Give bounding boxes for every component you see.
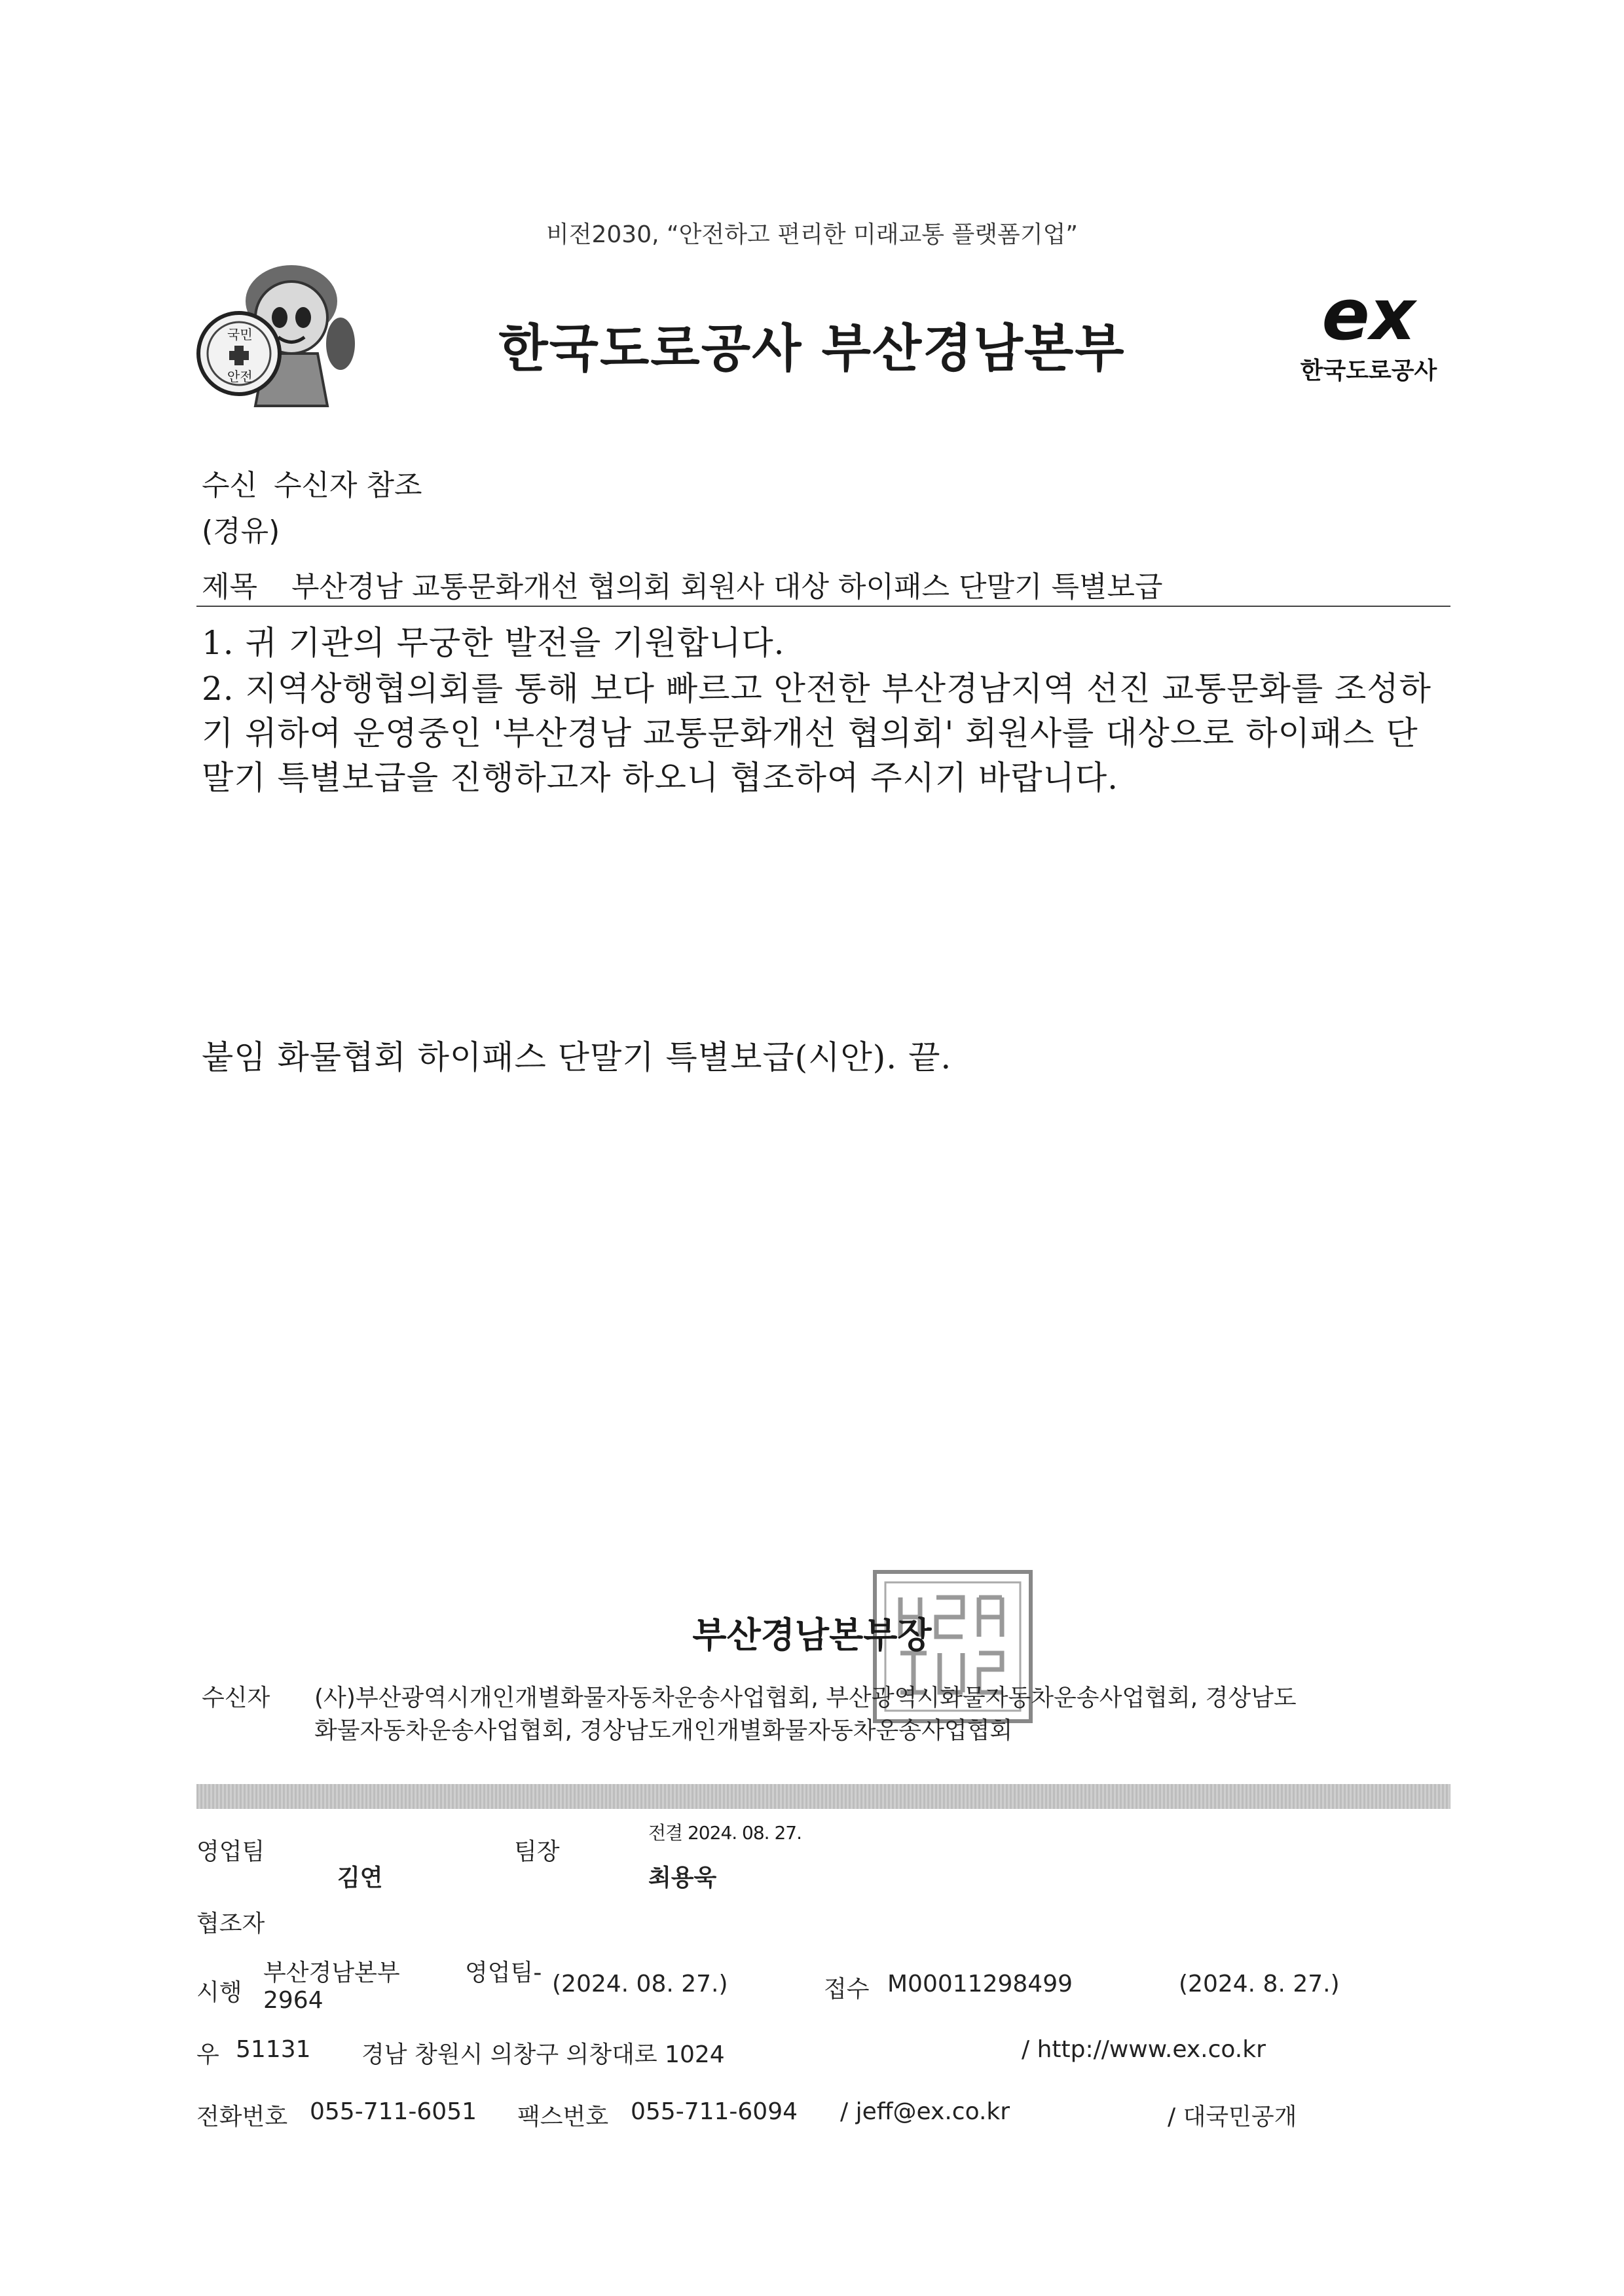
subject-value: 부산경남 교통문화개선 협의회 회원사 대상 하이패스 단말기 특별보급: [291, 570, 1163, 604]
attachment-line: 붙임 화물협회 하이패스 단말기 특별보급(시안). 끝.: [202, 1038, 952, 1076]
website-link[interactable]: / http://www.ex.co.kr: [1022, 2036, 1266, 2063]
subject-label: 제목: [202, 570, 258, 604]
enforcement-label: 시행: [196, 1979, 242, 2006]
subject-divider: [196, 606, 1450, 607]
zip-code: 51131: [236, 2036, 311, 2063]
fax-label: 팩스번호: [517, 2104, 609, 2130]
receipt-number: M00011298499: [887, 1971, 1073, 1997]
recipients-list: 화물자동차운송사업협회, 경상남도개인개별화물자동차운송사업협회: [314, 1717, 1013, 1744]
disclosure-status: / 대국민공개: [1168, 2104, 1297, 2130]
body-paragraph: 2. 지역상행협의회를 통해 보다 빠르고 안전한 부산경남지역 선진 교통문화를 조성하기 위하여 운영중인 '부산경남 교통문화개선 협의회' 회원사를 대상으로 하이패스 단말기 특별보급을 진행하고자 하오니 협조하여 주시기 바랍니다.: [202, 670, 1431, 797]
approval-stamp: 전결 2024. 08. 27.: [648, 1822, 802, 1844]
phone-number: 055-711-6051: [310, 2098, 477, 2125]
receipt-label: 접수: [824, 1976, 870, 2003]
enforcement-date: (2024. 08. 27.): [552, 1971, 728, 1997]
enforcement-number: 2964: [263, 1987, 323, 2014]
svg-text:국민: 국민: [227, 327, 253, 342]
receiver-value: 수신자 참조: [274, 469, 422, 502]
drafter-name: 김연: [337, 1865, 383, 1891]
recipients-list: (사)부산광역시개인개별화물자동차운송사업협회, 부산광역시화물자동차운송사업협회, 경상남도: [314, 1685, 1297, 1711]
email-link[interactable]: / jeff@ex.co.kr: [840, 2098, 1010, 2125]
enforcement-dept: 부산경남본부: [263, 1959, 400, 1986]
via-label: (경유): [202, 515, 280, 548]
zip-label: 우: [196, 2041, 219, 2068]
sender-title: 부산경남본부장: [692, 1614, 932, 1656]
phone-label: 전화번호: [196, 2104, 288, 2130]
team-lead-label: 팀장: [514, 1838, 560, 1865]
cooperator-label: 협조자: [196, 1910, 265, 1937]
organization-title: 한국도로공사 부산경남본부: [498, 319, 1126, 378]
address: 경남 창원시 의창구 의창대로 1024: [361, 2041, 725, 2068]
department-label: 영업팀: [196, 1838, 265, 1865]
ex-logo-icon: [1280, 288, 1457, 386]
recipients-label: 수신자: [202, 1685, 270, 1711]
receipt-date: (2024. 8. 27.): [1179, 1971, 1340, 1997]
svg-text:한국도로공사: 한국도로공사: [1300, 357, 1437, 384]
fax-number: 055-711-6094: [631, 2098, 798, 2125]
svg-text:안전: 안전: [227, 369, 253, 384]
receiver-label: 수신: [202, 469, 258, 502]
document-body: [202, 621, 1449, 801]
approver-name: 최용욱: [648, 1865, 717, 1891]
footer-separator-band: [196, 1784, 1450, 1809]
enforcement-team-prefix: 영업팀-: [465, 1959, 542, 1986]
svg-text:ex: ex: [1321, 288, 1416, 356]
body-paragraph: 1. 귀 기관의 무궁한 발전을 기원합니다.: [202, 624, 785, 662]
vision-slogan: 비전2030, “안전하고 편리한 미래교통 플랫폼기업”: [545, 221, 1079, 248]
